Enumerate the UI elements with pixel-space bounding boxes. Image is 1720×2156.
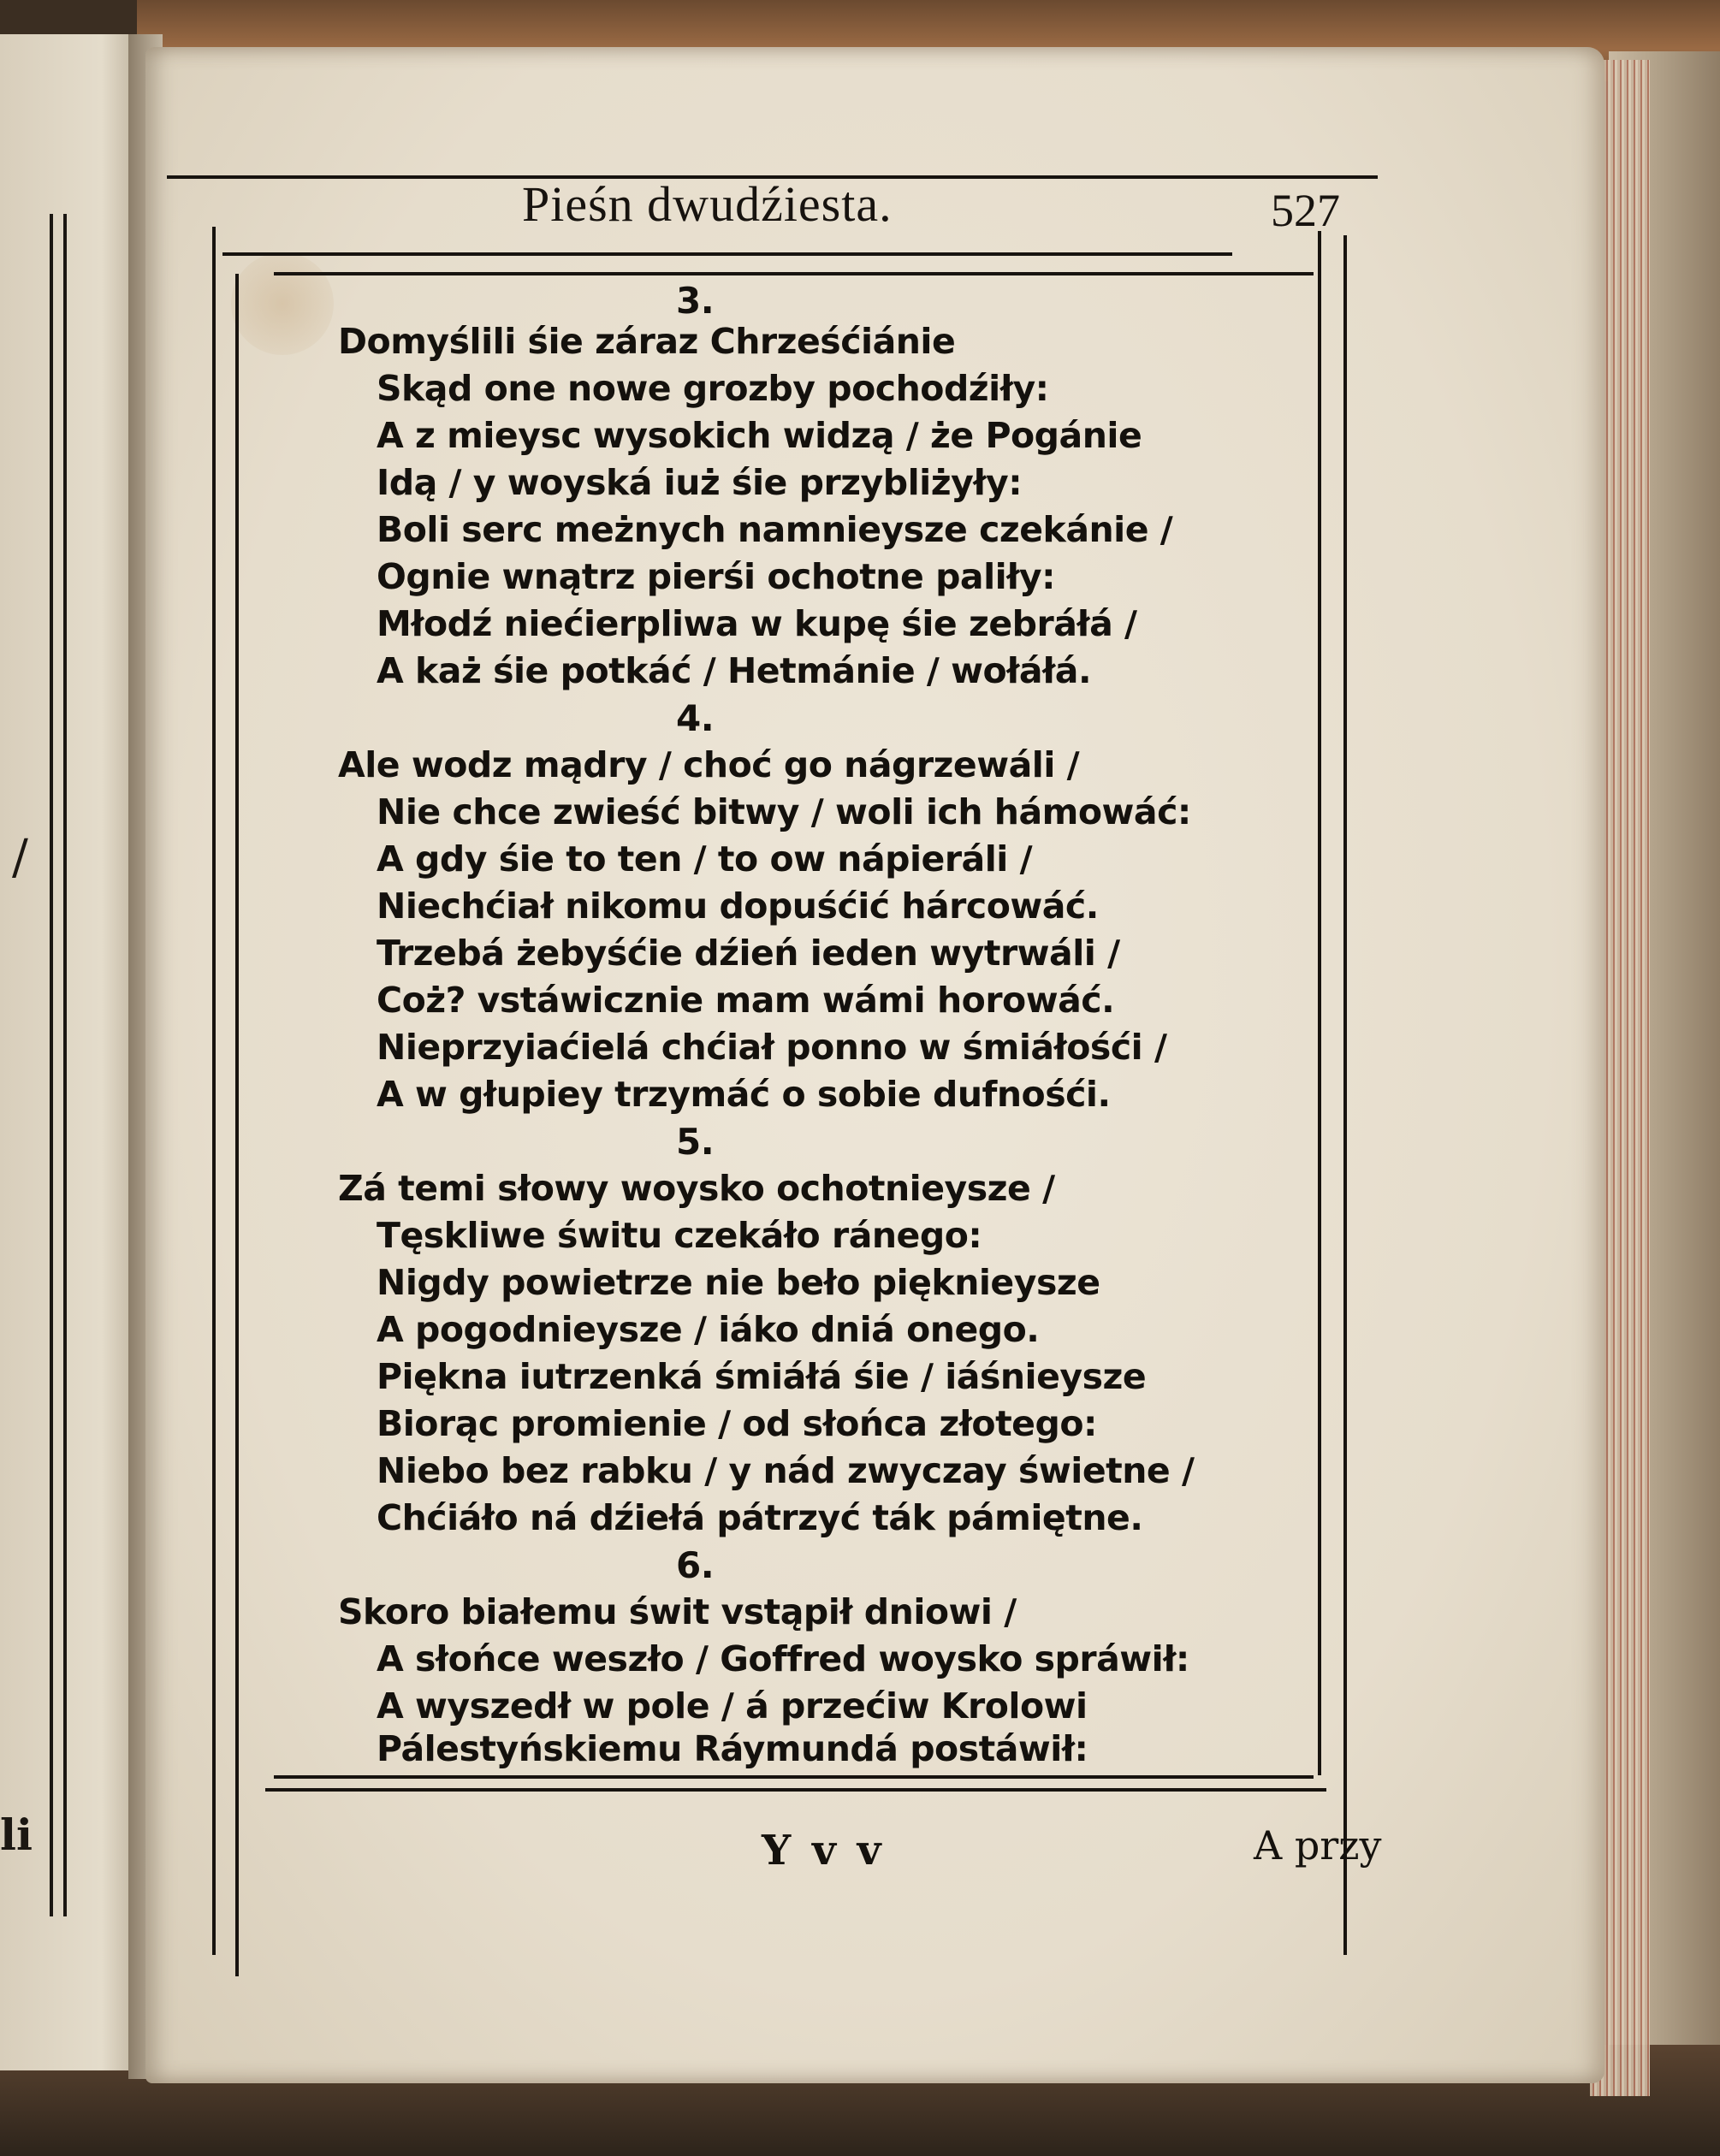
page-number: 527: [1271, 185, 1340, 236]
catchword: A przy: [1254, 1822, 1382, 1869]
left-page: [0, 34, 145, 2070]
verse-line: Ognie wnątrz pierśi ochotne paliły:: [377, 556, 1056, 597]
verse-line: A pogodnieysze / iáko dniá onego.: [377, 1309, 1040, 1350]
footer-rule: [265, 1788, 1326, 1792]
verse-line: A słońce weszło / Goffred woysko spráwił:: [377, 1638, 1189, 1679]
verse-line: A gdy śie to ten / to ow nápieráli /: [377, 838, 1033, 880]
verse-line: Idą / y woyská iuż śie przybliżyły:: [377, 462, 1023, 503]
frame-top-rule: [274, 272, 1314, 275]
left-page-slash: /: [12, 830, 28, 886]
verse-line: Coż? vstáwicznie mam wámi horowáć.: [377, 980, 1115, 1021]
verse-line: A każ śie potkáć / Hetmánie / wołáłá.: [377, 650, 1092, 691]
verse-line: Skąd one nowe grozby pochodźiły:: [377, 368, 1049, 409]
stanza-number: 3.: [676, 280, 715, 322]
verse-line: Niebo bez rabku / y nád zwyczay świetne /: [377, 1450, 1195, 1491]
stanza-number: 6.: [676, 1544, 715, 1586]
verse-line: Nieprzyiaćielá chćiał ponno w śmiáłośći /: [377, 1027, 1167, 1068]
verse-line: A w głupiey trzymáć o sobie dufnośći.: [377, 1074, 1111, 1115]
running-title: Pieśn dwudźiesta.: [522, 176, 893, 232]
left-page-rule: [63, 214, 67, 1916]
verse-line: Niechćiał nikomu dopuśćić hárcowáć.: [377, 886, 1099, 927]
frame-right-inner: [1318, 231, 1321, 1775]
stanza-number: 4.: [676, 697, 715, 739]
verse-line: Piękna iutrzenká śmiáłá śie / iáśnieysze: [377, 1356, 1147, 1397]
verse-line: Tęskliwe świtu czekáło ránego:: [377, 1215, 982, 1256]
stanza-number: 5.: [676, 1121, 715, 1163]
frame-left-outer: [212, 227, 216, 1955]
verse-line: Biorąc promienie / od słońca złotego:: [377, 1403, 1097, 1444]
header-rule: [222, 252, 1232, 256]
verse-line: Młodź niećierpliwa w kupę śie zebráłá /: [377, 603, 1137, 644]
verse-line: A z mieysc wysokich widzą / że Pogánie: [377, 415, 1142, 456]
verse-line: Pálestyńskiemu Ráymundá postáwił:: [377, 1728, 1088, 1769]
left-page-rule: [50, 214, 53, 1916]
verse-line: Domyślili śie záraz Chrześćiánie: [338, 321, 956, 362]
frame-bottom-rule: [274, 1775, 1314, 1779]
verse-line: Boli serc meżnych namnieysze czekánie /: [377, 509, 1173, 550]
verse-line: Chćiáło ná dźiełá pátrzyć ták pámiętne.: [377, 1497, 1143, 1538]
verse-line: Nie chce zwieść bitwy / woli ich hámowáć:: [377, 791, 1191, 832]
signature-mark: Y v v: [762, 1827, 885, 1875]
paper-stain: [231, 252, 334, 355]
verse-line: Trzebá żebyśćie dźień ieden wytrwáli /: [377, 933, 1120, 974]
verse-line: Skoro białemu świt vstąpił dniowi /: [338, 1591, 1017, 1632]
frame-left-inner: [235, 274, 239, 1976]
verse-line: Zá temi słowy woysko ochotnieysze /: [338, 1168, 1055, 1209]
left-page-catchword: li: [0, 1810, 33, 1860]
frame-right-outer: [1343, 235, 1347, 1955]
verse-line: Nigdy powietrze nie beło pięknieysze: [377, 1262, 1100, 1303]
verse-line: A wyszedł w pole / á przećiw Krolowi: [377, 1685, 1088, 1727]
right-page: [145, 47, 1604, 2083]
verse-line: Ale wodz mądry / choć go nágrzewáli /: [338, 744, 1080, 785]
